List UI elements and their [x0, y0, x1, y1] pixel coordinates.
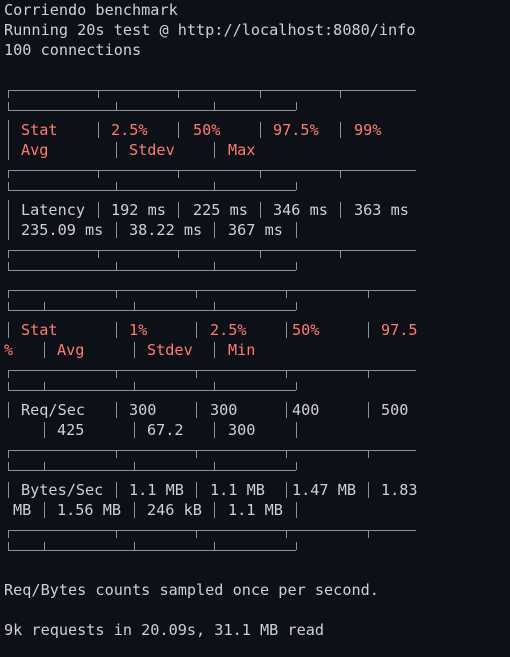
- table-border: [8, 370, 9, 378]
- table-border: [178, 250, 179, 258]
- table-border: [340, 202, 341, 218]
- latency-header-p2-5: 2.5%: [111, 121, 148, 139]
- latency-avg: 235.09 ms: [21, 221, 104, 239]
- table-border: [214, 142, 215, 158]
- table-border: [134, 382, 135, 390]
- table-border: [8, 530, 9, 538]
- table-border: [8, 90, 9, 98]
- table-border: [98, 250, 99, 258]
- table-border: [214, 182, 215, 190]
- table-border: [196, 322, 197, 338]
- table-border: [214, 342, 215, 358]
- table-border: [296, 182, 297, 190]
- table-border: [214, 462, 215, 470]
- req-sec-label: Req/Sec: [21, 401, 86, 419]
- req-sec-avg: 425: [57, 421, 85, 439]
- bytes-sec-p1: 1.1 MB: [129, 481, 184, 499]
- throughput-header-p2-5: 2.5%: [210, 321, 247, 339]
- table-border: [8, 290, 9, 298]
- table-border: [296, 102, 297, 110]
- table-border: [260, 122, 261, 138]
- table-border: [296, 262, 297, 270]
- latency-header-p50: 50%: [193, 121, 221, 139]
- table-border: [196, 290, 197, 298]
- table-border: [8, 200, 9, 240]
- throughput-header-avg: Avg: [57, 341, 85, 359]
- summary-line: 9k requests in 20.09s, 31.1 MB read: [4, 621, 325, 639]
- table-border: [44, 342, 45, 358]
- table-border: [8, 390, 296, 391]
- latency-header-p97-5: 97.5%: [273, 121, 319, 139]
- table-border: [116, 482, 117, 498]
- table-border: [116, 142, 117, 158]
- table-border: [286, 322, 287, 338]
- table-border: [178, 202, 179, 218]
- table-border: [368, 322, 369, 338]
- latency-p99: 363 ms: [354, 201, 409, 219]
- table-border: [116, 402, 117, 418]
- table-border: [296, 382, 297, 390]
- latency-p97-5: 346 ms: [273, 201, 328, 219]
- benchmark-title: Corriendo benchmark: [4, 1, 178, 19]
- table-border: [196, 482, 197, 498]
- table-border: [8, 190, 296, 191]
- latency-header-avg: Avg: [21, 141, 49, 159]
- table-border: [8, 250, 9, 258]
- latency-stdev: 38.22 ms: [129, 221, 203, 239]
- table-border: [116, 370, 117, 378]
- latency-row-label: Latency: [21, 201, 86, 219]
- table-border: [116, 290, 117, 298]
- table-border: [8, 382, 9, 390]
- table-border: [116, 262, 117, 270]
- table-border: [368, 450, 369, 458]
- table-border: [8, 402, 9, 418]
- table-border: [8, 482, 9, 498]
- table-border: [116, 530, 117, 538]
- latency-header-stat: Stat: [21, 121, 58, 139]
- table-border: [8, 370, 416, 371]
- table-border: [286, 370, 287, 378]
- table-border: [260, 202, 261, 218]
- table-border: [296, 462, 297, 470]
- table-border: [214, 262, 215, 270]
- table-border: [286, 482, 287, 498]
- table-border: [8, 462, 9, 470]
- throughput-header-p1: 1%: [129, 321, 148, 339]
- bytes-sec-p2-5: 1.1 MB: [210, 481, 265, 499]
- table-border: [44, 382, 45, 390]
- latency-p50: 225 ms: [193, 201, 248, 219]
- table-border: [8, 310, 296, 311]
- table-border: [8, 542, 9, 550]
- table-border: [44, 462, 45, 470]
- table-border: [8, 90, 416, 91]
- table-border: [214, 422, 215, 438]
- req-sec-p97-5: 500: [381, 401, 409, 419]
- table-border: [214, 302, 215, 310]
- throughput-header-stat: Stat: [21, 321, 58, 339]
- table-border: [178, 122, 179, 138]
- table-border: [286, 402, 287, 418]
- table-border: [98, 202, 99, 218]
- table-border: [178, 90, 179, 98]
- table-border: [8, 250, 416, 251]
- sampling-note: Req/Bytes counts sampled once per second.: [4, 581, 379, 599]
- table-border: [8, 110, 296, 111]
- connections-line: 100 connections: [4, 41, 142, 59]
- req-sec-stdev: 67.2: [147, 421, 184, 439]
- table-border: [214, 102, 215, 110]
- table-border: [196, 450, 197, 458]
- table-border: [8, 120, 9, 160]
- table-border: [196, 402, 197, 418]
- throughput-header-p97-5: 97.5: [381, 321, 418, 339]
- table-border: [368, 530, 369, 538]
- table-border: [8, 270, 296, 271]
- table-border: [296, 542, 297, 550]
- table-border: [134, 462, 135, 470]
- table-border: [260, 90, 261, 98]
- table-border: [296, 302, 297, 310]
- table-border: [8, 550, 296, 551]
- table-border: [134, 422, 135, 438]
- run-line: Running 20s test @ http://localhost:8080/info: [4, 21, 416, 39]
- table-border: [340, 90, 341, 98]
- latency-p2-5: 192 ms: [111, 201, 166, 219]
- table-border: [44, 502, 45, 518]
- throughput-header-percent-wrap: %: [4, 341, 14, 359]
- bytes-sec-p97-5: 1.83: [381, 481, 418, 499]
- table-border: [368, 290, 369, 298]
- latency-header-stdev: Stdev: [129, 141, 175, 159]
- table-border: [214, 222, 215, 238]
- table-border: [368, 402, 369, 418]
- table-border: [116, 450, 117, 458]
- throughput-header-min: Min: [228, 341, 256, 359]
- table-border: [134, 302, 135, 310]
- table-border: [8, 170, 416, 171]
- table-border: [296, 222, 297, 238]
- throughput-header-p50: 50%: [292, 321, 320, 339]
- table-border: [340, 170, 341, 178]
- table-border: [44, 302, 45, 310]
- table-border: [8, 290, 416, 291]
- table-border: [196, 370, 197, 378]
- bytes-sec-min: 1.1 MB: [228, 501, 283, 519]
- table-border: [214, 502, 215, 518]
- table-border: [286, 290, 287, 298]
- table-border: [134, 502, 135, 518]
- table-border: [214, 382, 215, 390]
- bytes-sec-label: Bytes/Sec: [21, 481, 104, 499]
- throughput-header-stdev: Stdev: [147, 341, 193, 359]
- table-border: [340, 250, 341, 258]
- bytes-sec-stdev: 246 kB: [147, 501, 202, 519]
- table-border: [116, 322, 117, 338]
- latency-header-max: Max: [228, 141, 256, 159]
- table-border: [8, 322, 9, 338]
- table-border: [8, 102, 9, 110]
- table-border: [286, 530, 287, 538]
- table-border: [296, 422, 297, 438]
- bytes-sec-unit-wrap: MB: [13, 501, 32, 519]
- table-border: [368, 482, 369, 498]
- table-border: [8, 262, 9, 270]
- table-border: [196, 530, 197, 538]
- latency-header-p99: 99%: [354, 121, 382, 139]
- table-border: [8, 450, 416, 451]
- table-border: [116, 102, 117, 110]
- table-border: [44, 542, 45, 550]
- req-sec-p2-5: 300: [210, 401, 238, 419]
- table-border: [368, 370, 369, 378]
- table-border: [8, 530, 416, 531]
- table-border: [178, 170, 179, 178]
- table-border: [116, 222, 117, 238]
- bytes-sec-avg: 1.56 MB: [57, 501, 122, 519]
- table-border: [8, 450, 9, 458]
- table-border: [296, 502, 297, 518]
- table-border: [260, 250, 261, 258]
- table-border: [8, 170, 9, 178]
- table-border: [8, 302, 9, 310]
- table-border: [134, 542, 135, 550]
- req-sec-p1: 300: [129, 401, 157, 419]
- table-border: [98, 122, 99, 138]
- table-border: [116, 182, 117, 190]
- bytes-sec-p50: 1.47 MB: [292, 481, 357, 499]
- table-border: [44, 422, 45, 438]
- req-sec-p50: 400: [292, 401, 320, 419]
- latency-max: 367 ms: [228, 221, 283, 239]
- table-border: [134, 342, 135, 358]
- table-border: [260, 170, 261, 178]
- table-border: [8, 182, 9, 190]
- table-border: [8, 470, 296, 471]
- req-sec-min: 300: [228, 421, 256, 439]
- table-border: [98, 90, 99, 98]
- table-border: [340, 122, 341, 138]
- table-border: [98, 170, 99, 178]
- table-border: [214, 542, 215, 550]
- table-border: [286, 450, 287, 458]
